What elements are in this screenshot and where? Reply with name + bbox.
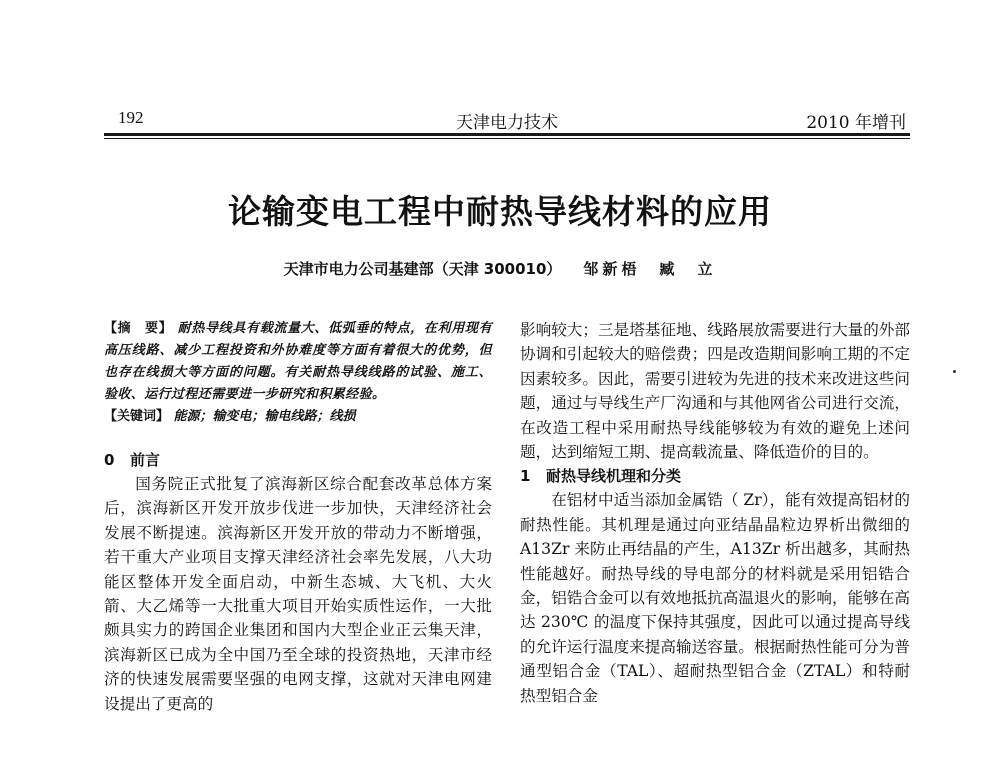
section-number: 1 bbox=[520, 467, 531, 486]
section-number: 0 bbox=[104, 451, 115, 469]
abstract bbox=[104, 318, 492, 406]
continued-paragraph: 影响较大；三是塔基征地、线路展放需要进行大量的外部协调和引起较大的赔偿费；四是改造期间影响工期的不定因素较多。因此，需要引进较为先进的技术来改进这些问题，通过与导线生产厂沟通和与其他网省公司进行交流，在改造工程中采用耐热导线能够较为有效的避免上述问题，达到缩短工期、提高载流量、降低造价的目的。 bbox=[520, 321, 910, 462]
left-column bbox=[104, 318, 492, 716]
journal-name: 天津电力技术 bbox=[456, 113, 558, 133]
section-title: 前言 bbox=[130, 451, 161, 469]
intro-paragraph: 国务院正式批复了滨海新区综合配套改革总体方案后，滨海新区开发开放步伐进一步加快，天津经济社会发展不断提速。滨海新区开发开放的带动力不断增强，若干重大产业项目支撑天津经济社会率先发展，八大功能区整体开发全面启动，中新生态城、大飞机、大火箭、大乙烯等一大批重大项目开始实质性运作，一大批颇具实力的跨国企业集团和国内大型企业正云集天津，滨海新区已成为全中国乃至全球的投资热地，天津市经济的快速发展需要坚强的电网支撑，这就对天津电网建设提出了更高的 bbox=[104, 475, 492, 713]
scan-speck bbox=[953, 370, 956, 373]
mechanism-paragraph: 在铝材中适当添加金属锆（ Zr），能有效提高铝材的耐热性能。其机理是通过向亚结晶晶粒边界析出微细的 A13Zr 来防止再结晶的产生，A13Zr 析出越多，其耐热性能越好。耐热导线的导电部分的材料就是采用铝锆合金，铝锆合金可以有效地抵抗高温退火的影响，能够在高达 230℃ 的温度下保持其强度，因此可以通过提高导线的允许运行温度来提高输送容量。根据耐热性能可分为普通型铝合金（TAL）、超耐热型铝合金（ZTAL）和特耐热型铝合金 bbox=[520, 491, 910, 705]
header-rule-thin bbox=[104, 138, 910, 139]
abstract-label: 【摘 要】 bbox=[104, 321, 173, 336]
keywords bbox=[104, 406, 492, 428]
affiliation-line bbox=[0, 258, 1000, 279]
section-heading-intro bbox=[104, 448, 492, 472]
section-heading-mechanism bbox=[520, 464, 910, 488]
keywords-label: 【关键词】 bbox=[104, 409, 170, 424]
article-title: 论输变电工程中耐热导线材料的应用 bbox=[228, 192, 772, 231]
affiliation: 天津市电力公司基建部（天津 300010） bbox=[283, 260, 562, 278]
authors: 邹新梧 臧 立 bbox=[583, 260, 717, 278]
section-title: 耐热导线机理和分类 bbox=[546, 467, 682, 486]
issue-label: 2010 年增刊 bbox=[806, 113, 906, 133]
page-number: 192 bbox=[118, 108, 144, 127]
header-rule-thick bbox=[104, 133, 910, 136]
abstract-text: 耐热导线具有载流量大、低弧垂的特点，在利用现有高压线路、减少工程投资和外协难度等方面有着很大的优势，但也存在线损大等方面的问题。有关耐热导线线路的试验、施工、验收、运行过程还需要进一步研究和积累经验。 bbox=[104, 321, 492, 402]
right-column bbox=[520, 318, 910, 708]
keywords-text: 能源；输变电；输电线路；线损 bbox=[173, 409, 356, 424]
